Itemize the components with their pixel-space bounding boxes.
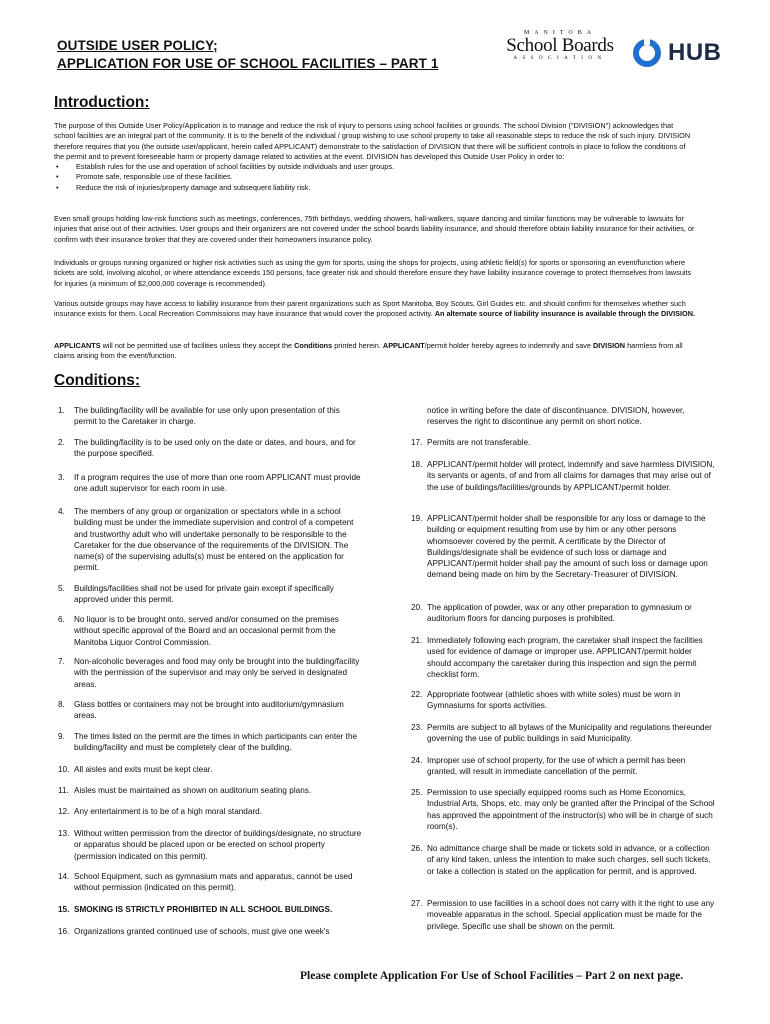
condition-item [58,472,364,495]
p5-applicants: APPLICANTS [54,341,101,350]
condition-number: 3. [58,473,65,482]
p5-division: DIVISION [593,341,626,350]
condition-item [58,506,364,574]
condition-text: The members of any group or organization or spectators while in a school building must be under the immediate supervision and control of a competent and trustworthy adult who will undertake personally to be responsible to the Caretaker for the due observance of the requirements of the DIVISION. The name(s) of the supervising adults(s) must be entered on the application for permit. [74,507,354,573]
p5-text: printed herein. [332,341,383,350]
condition-text: APPLICANT/permit holder will protect, indemnify and save harmless DIVISION, its servants or agents, of and from all claims for damages that may arise out of the use of buildings/facilities/grounds by APPLICANT/permit holder. [427,460,715,492]
condition-text: All aisles and exits must be kept clear. [74,765,213,774]
condition-item [411,843,717,877]
intro-bullet-list [54,162,696,193]
condition-item [58,614,364,648]
condition-text: Buildings/facilities shall not be used for private gain except if specifically approved under this permit. [74,584,334,605]
condition-item [411,437,717,448]
condition-number: 13. [58,829,70,838]
condition-item [58,656,364,690]
condition-text: Improper use of school property, for the use of which a permit has been granted, will result in immediate cancellation of the permit. [427,756,686,777]
conditions-heading: Conditions: [54,372,141,389]
condition-number: 27. [411,899,423,908]
p5-applicant: APPLICANT [382,341,425,350]
condition-item [58,405,364,428]
condition-item [58,583,364,606]
condition-text: Permission to use specially equipped rooms such as Home Economics, Industrial Arts, Shops, etc. may only be granted after the Principal of the School has approved the appointment of the instructor(s) who will be in charge of such room(s). [427,788,715,831]
condition-number: 10. [58,765,70,774]
condition-number: 21. [411,636,423,645]
hub-logo [632,38,722,68]
condition-number: 22. [411,690,423,699]
condition-item [411,689,717,712]
condition-item [58,731,364,754]
condition-item [58,806,364,817]
condition-item [411,635,717,680]
condition-item [58,926,364,937]
condition-item [58,699,364,722]
condition-number: 23. [411,723,423,732]
intro-paragraph-3-block [54,258,696,289]
condition-item [411,405,717,428]
condition-text: notice in writing before the date of discontinuance. DIVISION, however, reserves the right to discontinue any permit on short notice. [427,406,685,427]
condition-text: The building/facility will be available for use only upon presentation of this permit to the Caretaker in charge. [74,406,340,427]
p5-text: will not be permitted use of facilities unless they accept the [100,341,295,350]
condition-number: 6. [58,615,65,624]
msba-logo [500,30,620,70]
condition-item [411,722,717,745]
condition-item [58,764,364,775]
condition-number: 17. [411,438,423,447]
condition-number: 12. [58,807,70,816]
intro-paragraph-5 [54,341,696,362]
intro-paragraph-4 [54,299,696,320]
condition-item [411,755,717,778]
title-line-1: OUTSIDE USER POLICY; [57,38,218,53]
condition-item [58,828,364,862]
page-title [57,37,438,73]
intro-paragraph-4-text: Various outside groups may have access to liability insurance from their parent organizations such as Sport Manitoba, Boy Scouts, Girl Guides etc. and should confirm for themselves whether such insurance exists for them. Local Recreation Commissions may have insurance that would cover the proposed activity. [54,299,686,319]
condition-number: 8. [58,700,65,709]
condition-text: The application of powder, wax or any other preparation to gymnasium or auditorium floors for dancing purposes is prohibited. [427,603,692,624]
condition-number: 19. [411,514,423,523]
condition-text: Any entertainment is to be of a high moral standard. [74,807,262,816]
condition-item [411,787,717,832]
condition-number: 9. [58,732,65,741]
condition-number: 15. [58,905,70,914]
intro-bullet: • Establish rules for the use and operation of school facilities by outside individuals and user groups. [54,162,696,172]
footer-note: Please complete Application For Use of School Facilities – Part 2 on next page. [300,970,684,982]
hub-ring-icon [632,38,662,68]
alternate-insurance-note: An alternate source of liability insurance is available through the DIVISION. [434,309,696,319]
condition-item [411,459,717,493]
intro-bullet: • Reduce the risk of injuries/property damage and subsequent liability risk. [54,183,696,193]
intro-paragraph-1-block [54,121,696,193]
condition-item [58,437,364,460]
intro-paragraph-3: Individuals or groups running organized or higher risk activities such as using the gym for sports, using the shops for projects, using athletic field(s) for sports or sponsoring an event/function where tickets are sold, involving alcohol, or where attendance exceeds 150 persons, face greater risk and should therefore ensure they have liability insurance coverage to protect themselves from lawsuits for injuries (a minimum of $2,000,000 coverage is recommended). [54,258,692,288]
intro-paragraph-5-block [54,341,696,362]
condition-item [58,871,364,894]
msba-logo-main: School Boards [506,35,614,56]
condition-text: Immediately following each program, the caretaker shall inspect the facilities used for evidence of damage or improper use. APPLICANT/permit holder should accompany the caretaker during this inspection and sign the permit checklist form. [427,636,703,679]
condition-number: 24. [411,756,423,765]
condition-text: Non-alcoholic beverages and food may only be brought into the building/facility with the permission of the supervisor and may only be served in designated areas. [74,657,360,689]
condition-number: 20. [411,603,423,612]
condition-number: 2. [58,438,65,447]
msba-logo-top: MANITOBA [523,30,597,36]
condition-number: 11. [58,786,69,795]
condition-number: 25. [411,788,423,797]
condition-item [411,898,717,932]
condition-number: 26. [411,844,423,853]
condition-text: The times listed on the permit are the times in which participants can enter the building/facility and must be completely clear of the building. [74,732,358,753]
condition-text: Organizations granted continued use of schools, must give one week's [74,927,330,936]
condition-text: Appropriate footwear (athletic shoes with white soles) must be worn in Gymnasiums for sports activities. [427,690,681,711]
condition-text: No admittance charge shall be made or tickets sold in advance, or a collection of any kind taken, unless the intention to make such charges, sell such tickets, or take a collection is stated on the application for permit, and is approved. [427,844,711,876]
condition-item [411,602,717,625]
condition-number: 4. [58,507,65,516]
condition-text: SMOKING IS STRICTLY PROHIBITED IN ALL SCHOOL BUILDINGS. [74,905,333,914]
condition-text: APPLICANT/permit holder shall be responsible for any loss or damage to the building or equipment resulting from use by him or any other persons whomsoever covered by the permit. A certificate by the Director of Buildings/designate shall be evidence of such loss or damage and APPLICANT/permit holder shall pay the amount of such loss or damage upon demand being made on him by the Secretary-Treasurer of DIVISION. [427,514,708,580]
intro-paragraph-4-block [54,299,696,320]
condition-text: School Equipment, such as gymnasium mats and apparatus, cannot be used without permission (indicated on this permit). [74,872,353,893]
condition-item [58,904,364,915]
introduction-heading: Introduction: [54,94,150,111]
p5-text: /permit holder hereby agrees to indemnify and save [424,341,594,350]
intro-paragraph-2-block [54,214,696,245]
intro-paragraph-2: Even small groups holding low-risk functions such as meetings, conferences, 75th birthdays, wedding showers, hall-walkers, square dancing and similar functions may be vulnerable to lawsuits for injuries that arise out of their activities. User groups and their organizers are not covered under the school boards liability insurance, and should therefore obtain liability insurance for their activities, or confirm with their insurance broker that they are covered under their homeowners insurance policy. [54,214,695,244]
condition-text: Without written permission from the director of buildings/designate, no structure or apparatus should be placed upon or be erected on school property (permission indicated on this permit). [74,829,362,861]
intro-bullet: • Promote safe, responsible use of these facilities. [54,172,696,182]
condition-text: Permission to use facilities in a school does not carry with it the right to use any moveable apparatus in the school. Special application must be made for the privilege. Specific use shall be shown on the permit. [427,899,715,931]
condition-number: 14. [58,872,70,881]
condition-text: If a program requires the use of more than one room APPLICANT must provide one adult supervisor for each room in use. [74,473,361,494]
condition-number: 16. [58,927,70,936]
condition-text: Glass bottles or containers may not be brought into auditorium/gymnasium areas. [74,700,344,721]
condition-text: The building/facility is to be used only on the date or dates, and hours, and for the purpose specified. [74,438,356,459]
hub-logo-text: HUB [668,39,722,66]
condition-number: 7. [58,657,65,666]
p5-text: harmless from all claims arising from the event/function. [54,341,683,361]
title-line-2: APPLICATION FOR USE OF SCHOOL FACILITIES – PART 1 [57,56,439,71]
condition-number: 5. [58,584,65,593]
condition-item [411,513,717,581]
condition-text: No liquor is to be brought onto, served and/or consumed on the premises without specific approval of the Board and an occasional permit from the Manitoba Liquor Control Commission. [74,615,339,647]
msba-logo-bottom: ASSOCIATION [513,56,607,61]
condition-text: Aisles must be maintained as shown on auditorium seating plans. [74,786,312,795]
condition-item [58,785,364,796]
condition-number: 18. [411,460,423,469]
p5-conditions: Conditions [294,341,333,350]
condition-number: 1. [58,406,65,415]
intro-paragraph-1: The purpose of this Outside User Policy/Application is to manage and reduce the risk of injury to persons using school facilities or grounds. The school Division ("DIVISION") acknowledges that school facilities are an integral part of the community. It is to the benefit of the individual / group wishing to use school property to take all reasonable steps to reduce the risk of such injury. DIVISION therefore requires that you (the outside user/applicant, herein called APPLICANT) demonstrate to the satisfaction of DIVISION that there will be sufficient controls in place to follow the conditions of the permit and to prevent foreseeable harm or property damage related to activities at the event. DIVISION has developed this Outside User Policy in order to: [54,121,691,161]
condition-text: Permits are not transferable. [427,438,531,447]
condition-text: Permits are subject to all bylaws of the Municipality and regulations thereunder governing the use of public buildings in said Municipality. [427,723,712,744]
